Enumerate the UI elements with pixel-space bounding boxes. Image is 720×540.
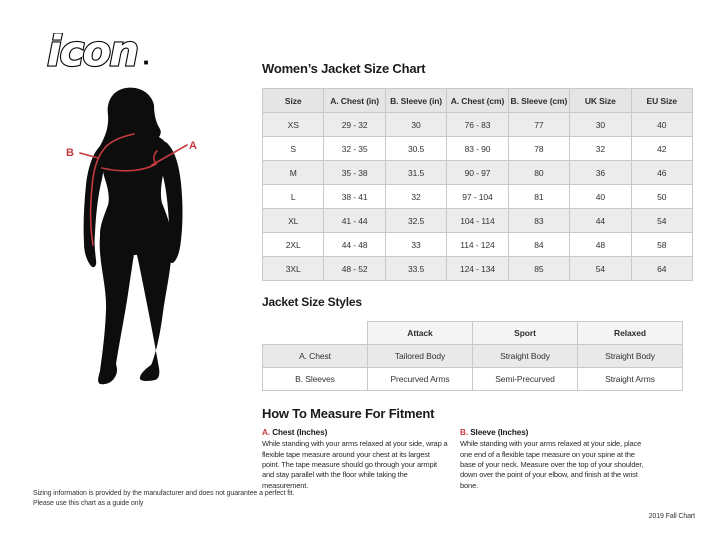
sizing-disclaimer-line2: Please use this chart as a guide only bbox=[33, 500, 144, 508]
fitment-chest-body: While standing with your arms relaxed at your side, wrap a flexible tape measure around your chest at its largest point. The tape measure should go through your armpit and stay parallel with the floor while taking the measurement. bbox=[262, 439, 448, 490]
data-cell: 54 bbox=[570, 257, 631, 281]
fitment-section-chest bbox=[262, 427, 448, 491]
header-cell: Attack bbox=[368, 322, 473, 345]
header-cell: B. Sleeve (cm) bbox=[508, 89, 569, 113]
chart-version: 2019 Fall Chart bbox=[648, 513, 695, 520]
data-cell: 114 - 124 bbox=[447, 233, 508, 257]
female-silhouette-figure bbox=[38, 84, 243, 394]
sizing-disclaimer-line1: Sizing information is provided by the manufacturer and does not guarantee a perfect fit. bbox=[33, 490, 295, 497]
table-row bbox=[263, 161, 693, 185]
data-cell: B. Sleeves bbox=[263, 368, 368, 391]
fitment-sleeve-heading bbox=[460, 427, 652, 438]
data-cell: Straight Arms bbox=[578, 368, 683, 391]
data-cell: 42 bbox=[631, 137, 692, 161]
fitment-title: How To Measure For Fitment bbox=[262, 406, 435, 421]
data-cell: XS bbox=[263, 113, 324, 137]
silhouette-body bbox=[84, 88, 183, 385]
data-cell: 32 bbox=[385, 185, 446, 209]
data-cell: 32 bbox=[570, 137, 631, 161]
data-cell: 29 - 32 bbox=[324, 113, 385, 137]
figure-label-a: A bbox=[189, 140, 197, 152]
data-cell: 33 bbox=[385, 233, 446, 257]
fitment-section-sleeve bbox=[460, 427, 652, 491]
data-cell: 30 bbox=[570, 113, 631, 137]
data-cell: 36 bbox=[570, 161, 631, 185]
data-cell: 77 bbox=[508, 113, 569, 137]
table-row bbox=[263, 209, 693, 233]
figure-label-b: B bbox=[66, 147, 74, 159]
data-cell: 30 bbox=[385, 113, 446, 137]
header-cell: A. Chest (cm) bbox=[447, 89, 508, 113]
fitment-sleeve-label: B. bbox=[460, 428, 468, 437]
header-cell: EU Size bbox=[631, 89, 692, 113]
data-cell: Precurved Arms bbox=[368, 368, 473, 391]
data-cell: XL bbox=[263, 209, 324, 233]
data-cell: 80 bbox=[508, 161, 569, 185]
fitment-chest-heading-text: Chest (Inches) bbox=[272, 428, 328, 437]
data-cell: 46 bbox=[631, 161, 692, 185]
data-cell: 31.5 bbox=[385, 161, 446, 185]
data-cell: 78 bbox=[508, 137, 569, 161]
table-row bbox=[263, 113, 693, 137]
data-cell: 48 bbox=[570, 233, 631, 257]
data-cell: 44 - 48 bbox=[324, 233, 385, 257]
data-cell: 104 - 114 bbox=[447, 209, 508, 233]
data-cell: 32.5 bbox=[385, 209, 446, 233]
header-cell: A. Chest (in) bbox=[324, 89, 385, 113]
icon-brand-logo bbox=[44, 33, 170, 73]
data-cell: 76 - 83 bbox=[447, 113, 508, 137]
data-cell: 48 - 52 bbox=[324, 257, 385, 281]
header-cell: Relaxed bbox=[578, 322, 683, 345]
data-cell: Semi-Precurved bbox=[473, 368, 578, 391]
data-cell: 38 - 41 bbox=[324, 185, 385, 209]
data-cell: M bbox=[263, 161, 324, 185]
fitment-chest-heading bbox=[262, 427, 448, 438]
data-cell: S bbox=[263, 137, 324, 161]
fitment-sleeve-body: While standing with your arms relaxed at your side, place one end of a flexible tape measure on your spine at the base of your neck. Measure over the top of your shoulder, down over the point of your elbow, and finish at the wrist bone. bbox=[460, 439, 644, 490]
header-cell: UK Size bbox=[570, 89, 631, 113]
data-cell: Tailored Body bbox=[368, 345, 473, 368]
header-cell: Size bbox=[263, 89, 324, 113]
data-cell: 54 bbox=[631, 209, 692, 233]
table-row bbox=[263, 257, 693, 281]
header-cell: Sport bbox=[473, 322, 578, 345]
size-chart-title: Women’s Jacket Size Chart bbox=[262, 61, 426, 76]
header-cell bbox=[263, 322, 368, 345]
data-cell: 3XL bbox=[263, 257, 324, 281]
data-cell: 44 bbox=[570, 209, 631, 233]
data-cell: 81 bbox=[508, 185, 569, 209]
data-cell: 58 bbox=[631, 233, 692, 257]
table-row bbox=[263, 233, 693, 257]
header-cell: B. Sleeve (in) bbox=[385, 89, 446, 113]
style-chart-title: Jacket Size Styles bbox=[262, 295, 362, 309]
data-cell: 33.5 bbox=[385, 257, 446, 281]
fitment-chest-label: A. bbox=[262, 428, 270, 437]
data-cell: 50 bbox=[631, 185, 692, 209]
data-cell: 90 - 97 bbox=[447, 161, 508, 185]
logo-text: icon bbox=[47, 33, 138, 73]
data-cell: 97 - 104 bbox=[447, 185, 508, 209]
data-cell: 32 - 35 bbox=[324, 137, 385, 161]
data-cell: Straight Body bbox=[473, 345, 578, 368]
data-cell: 30.5 bbox=[385, 137, 446, 161]
table-row bbox=[263, 368, 683, 391]
data-cell: 83 bbox=[508, 209, 569, 233]
data-cell: L bbox=[263, 185, 324, 209]
data-cell: 84 bbox=[508, 233, 569, 257]
fitment-sleeve-heading-text: Sleeve (Inches) bbox=[470, 428, 529, 437]
style-chart-table bbox=[262, 321, 683, 391]
data-cell: 124 - 134 bbox=[447, 257, 508, 281]
table-row bbox=[263, 137, 693, 161]
sizing-disclaimer bbox=[33, 489, 303, 509]
table-row bbox=[263, 185, 693, 209]
table-row bbox=[263, 345, 683, 368]
data-cell: 64 bbox=[631, 257, 692, 281]
data-cell: 40 bbox=[631, 113, 692, 137]
data-cell: 40 bbox=[570, 185, 631, 209]
data-cell: 35 - 38 bbox=[324, 161, 385, 185]
data-cell: 41 - 44 bbox=[324, 209, 385, 233]
data-cell: 2XL bbox=[263, 233, 324, 257]
size-chart-table bbox=[262, 88, 693, 281]
trademark-dot bbox=[144, 61, 148, 65]
data-cell: A. Chest bbox=[263, 345, 368, 368]
data-cell: Straight Body bbox=[578, 345, 683, 368]
data-cell: 83 - 90 bbox=[447, 137, 508, 161]
data-cell: 85 bbox=[508, 257, 569, 281]
